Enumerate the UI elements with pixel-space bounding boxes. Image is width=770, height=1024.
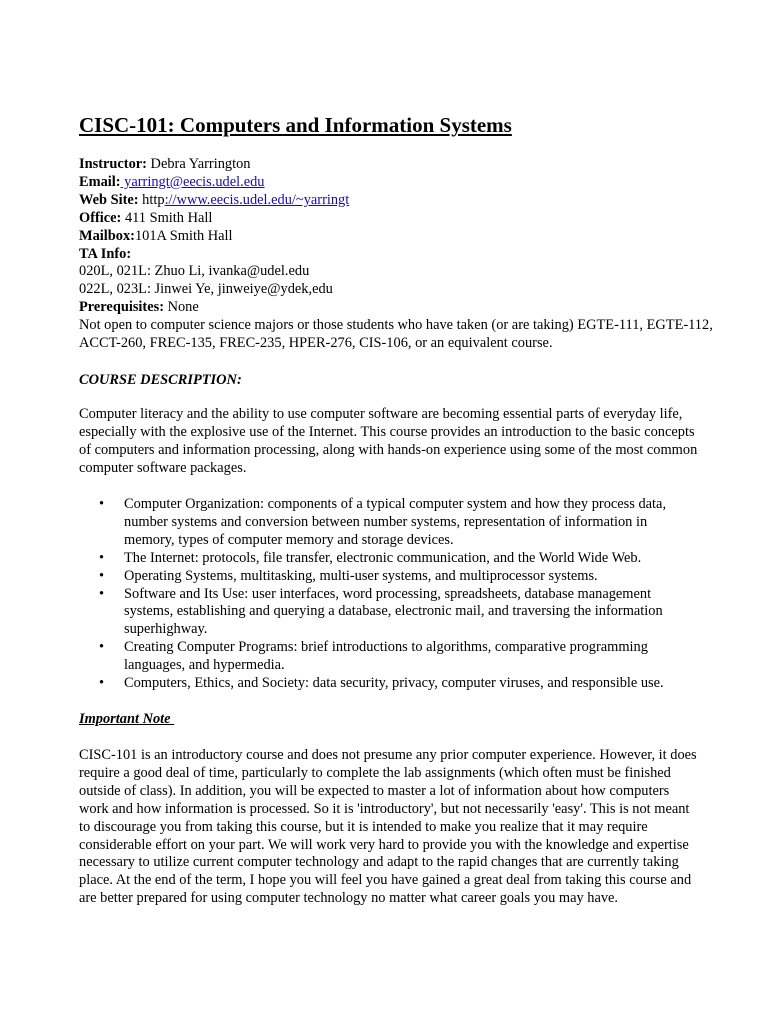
- topic-text: Operating Systems, multitasking, multi-user systems, and multiprocessor systems.: [124, 567, 598, 584]
- ta-line: 020L, 021L: Zhuo Li, ivanka@udel.edu: [79, 263, 310, 280]
- course-info: [79, 156, 719, 353]
- prerequisites-value: None: [164, 299, 199, 316]
- list-item: [79, 568, 699, 586]
- instructor-line: [79, 156, 719, 174]
- list-item: [79, 550, 699, 568]
- topic-text: The Internet: protocols, file transfer, electronic communication, and the World Wide Web.: [124, 549, 642, 566]
- ta-label: TA Info:: [79, 245, 132, 262]
- mailbox-value: 101A Smith Hall: [134, 227, 233, 244]
- bullet-icon: •: [99, 549, 105, 566]
- topic-text: Creating Computer Programs: brief introductions to algorithms, comparative programming languages, and hypermedia.: [124, 639, 648, 674]
- instructor-value: Debra Yarrington: [146, 156, 251, 172]
- important-note-paragraph: CISC-101 is an introductory course and does not presume any prior computer experience. However, it does require a good deal of time, particularly to complete the lab assignments (which often must be finished outside of class). In addition, you will be expected to master a lot of information about how computers work and how information is processed. So it is 'introductory', but not necessarily 'easy'. This is not meant to discourage you from taking this course, but it is intended to make you realize that it may require considerable effort on your part. We will work very hard to provide you with the knowledge and expertise necessary to utilize current computer technology and adapt to the rapid changes that are currently taking place. At the end of the term, I hope you will feel you have gained a great deal from taking this course and are better prepared for using computer technology no matter what career goals you may have.: [79, 747, 697, 907]
- office-label: Office:: [79, 209, 122, 226]
- bullet-icon: •: [99, 639, 105, 656]
- ta-line: 022L, 023L: Jinwei Ye, jinweiye@ydek,edu: [79, 281, 333, 298]
- bullet-icon: •: [99, 496, 105, 512]
- bullet-icon: •: [99, 585, 105, 602]
- email-label: Email:: [79, 173, 121, 190]
- instructor-label: Instructor:: [79, 156, 147, 172]
- bullet-icon: •: [99, 675, 105, 692]
- mailbox-line: [79, 228, 719, 246]
- topic-text: Computer Organization: components of a typical computer system and how they process data, number systems and conversion between number systems, representation of information in memory, types of computer memory and storage devices.: [124, 496, 667, 548]
- office-value: 411 Smith Hall: [121, 209, 213, 226]
- topic-list: [79, 496, 699, 693]
- page-title: CISC-101: Computers and Information Systems: [79, 113, 512, 137]
- topic-text: Software and Its Use: user interfaces, word processing, spreadsheets, database management systems, establishing and querying a database, electronic mail, and traversing the information superhighway.: [124, 585, 663, 638]
- website-prefix: http: [138, 191, 165, 208]
- website-label: Web Site:: [79, 191, 139, 208]
- prerequisites-label: Prerequisites:: [79, 299, 164, 316]
- list-item: [79, 496, 699, 550]
- important-note-heading: Important Note: [79, 711, 175, 727]
- email-link[interactable]: yarringt@eecis.udel.edu: [120, 173, 265, 190]
- course-description-paragraph: Computer literacy and the ability to use computer software are becoming essential parts of everyday life, especially with the explosive use of the Internet. This course provides an introduction to the basic concepts of computers and information processing, along with hands-on experience using some of the most common computer software packages.: [79, 406, 698, 476]
- list-item: [79, 675, 699, 693]
- course-description-heading: COURSE DESCRIPTION:: [79, 372, 242, 388]
- website-link[interactable]: ://www.eecis.udel.edu/~yarringt: [164, 191, 350, 208]
- enrollment-restriction: Not open to computer science majors or those students who have taken (or are taking) EGTE-111, EGTE-112, ACCT-260, FREC-135, FREC-235, HPER-276, CIS-106, or an equivalent course.: [79, 317, 713, 352]
- list-item: [79, 586, 699, 640]
- email-line: [79, 174, 719, 192]
- office-line: [79, 210, 719, 228]
- topic-text: Computers, Ethics, and Society: data security, privacy, computer viruses, and responsible use.: [124, 675, 664, 692]
- list-item: [79, 639, 699, 675]
- mailbox-label: Mailbox:: [79, 227, 135, 244]
- website-line: [79, 192, 719, 210]
- ta-heading: [79, 246, 719, 264]
- bullet-icon: •: [99, 567, 105, 584]
- prerequisites-line: [79, 299, 719, 317]
